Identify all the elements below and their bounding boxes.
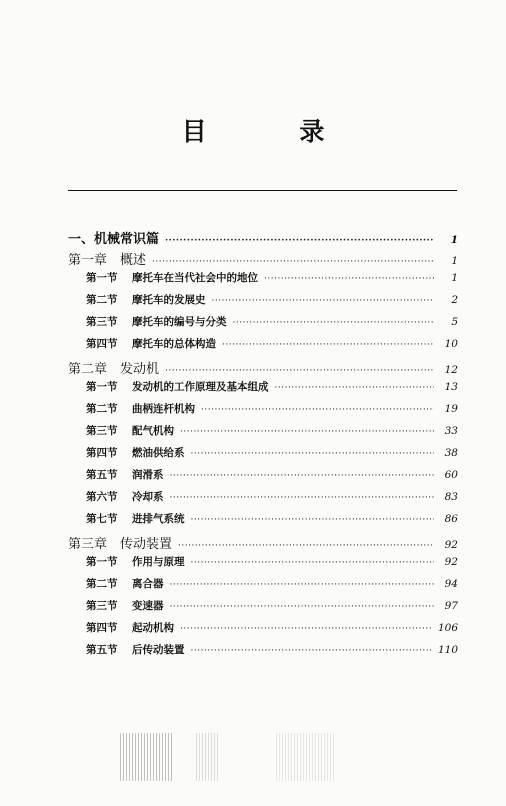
section-title: 润滑系 <box>132 469 164 481</box>
section-number: 第三节 <box>86 425 118 437</box>
page-number: 106 <box>437 622 458 634</box>
toc-entry-section <box>68 620 458 642</box>
toc-entry-chapter <box>68 358 458 379</box>
toc-entry-section <box>68 401 458 423</box>
dot-leader <box>201 405 434 415</box>
toc-entry-chapter <box>68 249 458 270</box>
toc-entry-section <box>68 467 458 489</box>
section-number: 第二节 <box>86 294 118 306</box>
page-number: 92 <box>444 539 458 551</box>
page-number: 12 <box>444 364 458 376</box>
section-title: 进排气系统 <box>132 513 185 525</box>
toc-entry-section <box>68 554 458 576</box>
page-number: 92 <box>444 556 458 568</box>
section-number: 第五节 <box>86 469 118 481</box>
page-number: 83 <box>444 491 458 503</box>
scan-artifact <box>120 733 172 781</box>
dot-leader <box>275 383 435 393</box>
toc-entry-section <box>68 511 458 533</box>
dot-leader <box>191 558 435 568</box>
section-title: 配气机构 <box>132 425 174 437</box>
page-number: 94 <box>444 578 458 590</box>
toc-entry-section <box>68 423 458 445</box>
section-title: 后传动装置 <box>132 644 185 656</box>
page-number: 19 <box>444 403 458 415</box>
toc-entry-section <box>68 576 458 598</box>
section-number: 第四节 <box>86 622 118 634</box>
page-number: 110 <box>437 644 458 656</box>
section-number: 第二节 <box>86 578 118 590</box>
toc-entry-chapter <box>68 533 458 554</box>
dot-leader <box>170 602 435 612</box>
toc-entry-section <box>68 489 458 511</box>
toc-entry-section <box>68 292 458 314</box>
section-title: 冷却系 <box>132 491 164 503</box>
section-number: 第六节 <box>86 491 118 503</box>
section-title: 变速器 <box>132 600 164 612</box>
page-number: 5 <box>451 316 458 328</box>
chapter-title: 发动机 <box>120 362 160 377</box>
section-number: 第二节 <box>86 403 118 415</box>
section-number: 第三节 <box>86 600 118 612</box>
section-title: 曲柄连杆机构 <box>132 403 195 415</box>
section-title: 摩托车的编号与分类 <box>132 316 227 328</box>
section-title: 起动机构 <box>132 622 174 634</box>
toc-entry-section <box>68 642 458 664</box>
dot-leader <box>180 427 434 437</box>
dot-leader <box>170 471 435 481</box>
page-number: 33 <box>444 425 458 437</box>
chapter-number: 第三章 <box>68 537 108 552</box>
section-number: 第五节 <box>86 644 118 656</box>
toc-entry-section <box>68 270 458 292</box>
page-number: 38 <box>444 447 458 459</box>
page-number: 97 <box>444 600 458 612</box>
dot-leader <box>191 646 432 656</box>
scan-artifact <box>196 733 218 781</box>
page-number: 13 <box>444 381 458 393</box>
section-title: 摩托车的发展史 <box>132 294 206 306</box>
dot-leader <box>165 366 434 376</box>
page-number: 60 <box>444 469 458 481</box>
section-number: 第四节 <box>86 447 118 459</box>
toc-entry-section <box>68 598 458 620</box>
toc-entry-section <box>68 445 458 467</box>
section-number: 第四节 <box>86 338 118 350</box>
title-rule <box>68 190 457 191</box>
section-title: 作用与原理 <box>132 556 185 568</box>
toc-entry-section <box>68 336 458 358</box>
part-title: 一、机械常识篇 <box>68 232 160 247</box>
dot-leader <box>212 296 435 306</box>
dot-leader <box>170 580 435 590</box>
dot-leader <box>191 449 435 459</box>
section-title: 燃油供给系 <box>132 447 185 459</box>
chapter-number: 第二章 <box>68 362 108 377</box>
chapter-title: 概述 <box>120 253 147 268</box>
scan-artifact <box>276 733 336 781</box>
page-title: 目 录 <box>181 117 367 146</box>
toc-entry-section <box>68 379 458 401</box>
dot-leader <box>165 236 434 246</box>
table-of-contents <box>68 228 458 664</box>
chapter-number: 第一章 <box>68 253 108 268</box>
section-title: 发动机的工作原理及基本组成 <box>132 381 269 393</box>
page-number: 10 <box>444 338 458 350</box>
section-number: 第一节 <box>86 556 118 568</box>
section-number: 第三节 <box>86 316 118 328</box>
toc-entry-part <box>68 228 458 249</box>
section-number: 第一节 <box>86 272 118 284</box>
section-title: 离合器 <box>132 578 164 590</box>
dot-leader <box>180 624 432 634</box>
page-number: 86 <box>444 513 458 525</box>
dot-leader <box>191 515 435 525</box>
section-number: 第一节 <box>86 381 118 393</box>
section-number: 第七节 <box>86 513 118 525</box>
page-number: 2 <box>451 294 458 306</box>
dot-leader <box>170 493 435 503</box>
dot-leader <box>233 318 435 328</box>
toc-entry-section <box>68 314 458 336</box>
section-title: 摩托车的总体构造 <box>132 338 216 350</box>
section-title: 摩托车在当代社会中的地位 <box>132 272 258 284</box>
dot-leader <box>264 274 434 284</box>
page-number: 1 <box>450 234 458 246</box>
dot-leader <box>152 257 434 267</box>
chapter-title: 传动装置 <box>120 537 173 552</box>
page-number: 1 <box>451 255 458 267</box>
page-number: 1 <box>451 272 458 284</box>
dot-leader <box>222 340 434 350</box>
dot-leader <box>178 541 434 551</box>
